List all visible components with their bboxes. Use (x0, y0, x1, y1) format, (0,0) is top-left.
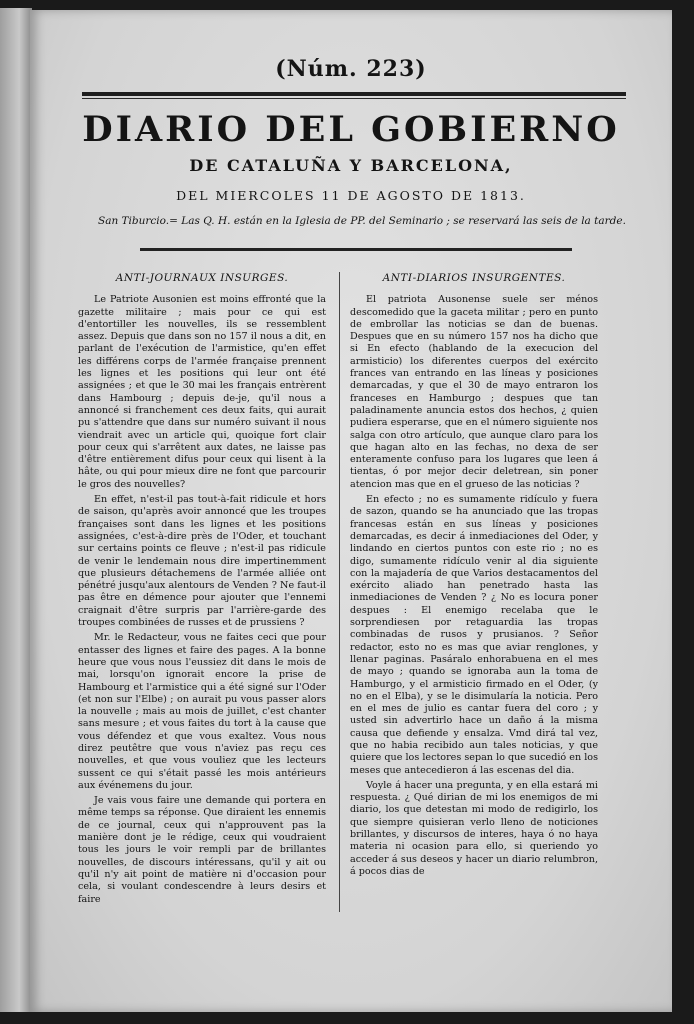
column-spanish (350, 272, 598, 881)
column-heading-spanish: ANTI-DIARIOS INSURGENTES. (382, 272, 566, 284)
column-french (78, 272, 326, 909)
paragraph: En efecto ; no es sumamente ridículo y fuera de sazon, quando se ha anunciado que las tropas francesas están en sus líneas y posiciones demarcadas, es decir á inmediaciones del Oder, y lindando en ciertos puntos con este rio ; no es digo, sumamente ridículo venir al dia siguiente con la majadería de que Varios destacamentos del exército aliado han penetrado hasta las inmediaciones de Venden ? ¿ No es locura poner despues : El enemigo recelaba que le sorprendiesen por retaguardia las tropas combinadas de rusos y prusianos. ? Señor redactor, esto no es mas que aviar renglones, y llenar paginas. Pasáralo enhorabuena en el mes de mayo ; quando se ignoraba aun la toma de Hamburgo, y el armisticio firmado en el Oder, (y no en el Elba), y se le disimularía la noticia. Pero en el mes de julio es cantar fuera del coro ; y usted sin advertirlo hace un daño á la misma causa que defiende y ensalza. Vmd dirá tal vez, que no habia recibido aun tales noticias, y que quiere que los lectores sepan lo que sucedió en los meses que antecedieron á las escenas del dia. (350, 494, 598, 776)
masthead-title: DIARIO DEL GOBIERNO (82, 109, 620, 150)
paragraph: Je vais vous faire une demande qui portera en même temps sa réponse. Que diraient les ennemis de ce journal, ceux qui n'approuvent pas la manière dont je le rédige, ceux qui voudraient tous les jours le voir rempli par de brillantes nouvelles, de discours intéressans, qu'il y ait ou qu'il n'y ait point de matière ni d'occasion pour cela, si voulant condescendre à leurs desirs et faire (78, 795, 326, 905)
adjacent-page-edge (0, 8, 32, 1012)
column-heading-french: ANTI-JOURNAUX INSURGES. (115, 272, 289, 284)
column-divider (339, 272, 340, 912)
header-divider (140, 248, 572, 251)
paragraph: El patriota Ausonense suele ser ménos descomedido que la gaceta militar ; pero en punto de embrollar las noticias se dan de buenas. Despues que en su número 157 nos ha dicho que si En efecto (hablando de la execucion del armisticio) los diferentes cuerpos del exército frances van entrando en las líneas y posiciones demarcadas, y que el 30 de mayo entraron los franceses en Hamburgo ; despues que tan paladinamente anuncia estos dos hechos, ¿ quien pudiera esperarse, que en el número siguiente nos salga con otro artículo, que aunque claro para los que hagan alto en las fechas, no dexa de ser enteramente confuso para los lugares que leen á tientas, ó por mejor decir deletrean, sin poner atencion mas que en el grueso de las noticias ? (350, 294, 598, 490)
paragraph: Voyle á hacer una pregunta, y en ella estará mi respuesta. ¿ Qué dirian de mi los enemigos de mi diario, los que detestan mi modo de redigirlo, los que siempre quisieran verlo lleno de noticiones brillantes, y discursos de interes, haya ó no haya materia ni ocasion para ello, si queriendo yo acceder á sus deseos y hacer un diario relumbron, á pocos dias de (350, 779, 598, 877)
saint-notice: San Tiburcio.= Las Q. H. están en la Iglesia de PP. del Seminario ; se reservará las seis de la tarde. (98, 215, 626, 227)
paragraph: En effet, n'est-il pas tout-à-fait ridicule et hors de saison, qu'après avoir annoncé que les troupes françaises sont dans les lignes et les positions assignées, c'est-à-dire près de l'Oder, et touchant sur certains points ce fleuve ; n'est-il pas ridicule de venir le lendemain nous dire impertinemment que plusieurs détachemens de l'armée alliée ont pénétré jusqu'aux alentours de Venden ? Ne faut-il pas être en démence pour ajouter que l'ennemi craignait d'être surpris par l'arrière-garde des troupes combinées de russes et de prussiens ? (78, 494, 326, 629)
paragraph: Mr. le Redacteur, vous ne faites ceci que pour entasser des lignes et faire des pages. A la bonne heure que vous nous l'eussiez dit dans le mois de mai, lorsqu'on ignorait encore la prise de Hambourg et l'armistice qui a été signé sur l'Oder (et non sur l'Elbe) ; on aurait pu vous passer alors la nouvelle ; mais au mois de juillet, c'est chanter sans mesure ; et vous faites du tort à la cause que vous défendez et que vous exaltez. Vous nous direz peutêtre que vous n'aviez pas reçu ces nouvelles, et que vous vouliez que les lecteurs sussent ce qui s'était passé les mois antérieurs aux événemens du jour. (78, 632, 326, 791)
masthead-subtitle: DE CATALUÑA Y BARCELONA, (189, 156, 513, 175)
paragraph: Le Patriote Ausonien est moins effronté que la gazette militaire ; mais pour ce qui est d'entortiller les nouvelles, ils se ressemblent assez. Depuis que dans son no 157 il nous a dit, en parlant de l'exécution de l'armistice, qu'en effet les différens corps de l'armée française prennent les lignes et les positions qui leur ont été assignées ; et que le 30 mai les français entrèrent dans Hambourg ; depuis de-je, qu'il nous a annoncé si franchement ces deux faits, qui aurait pu s'attendre que dans sur numéro suivant il nous viendrait avec un article qui, quoique fort clair pour ceux qui s'arrêtent aux dates, ne laisse pas d'être entièrement difus pour ceux qui lisent à la hâte, ou qui pour mieux dire ne font que parcourir le gros des nouvelles? (78, 294, 326, 490)
date-line: DEL MIERCOLES 11 DE AGOSTO DE 1813. (176, 188, 526, 203)
top-rule (82, 92, 626, 96)
issue-number: (Núm. 223) (275, 56, 427, 82)
newspaper-page (30, 10, 672, 1012)
top-rule-thin (82, 98, 626, 99)
